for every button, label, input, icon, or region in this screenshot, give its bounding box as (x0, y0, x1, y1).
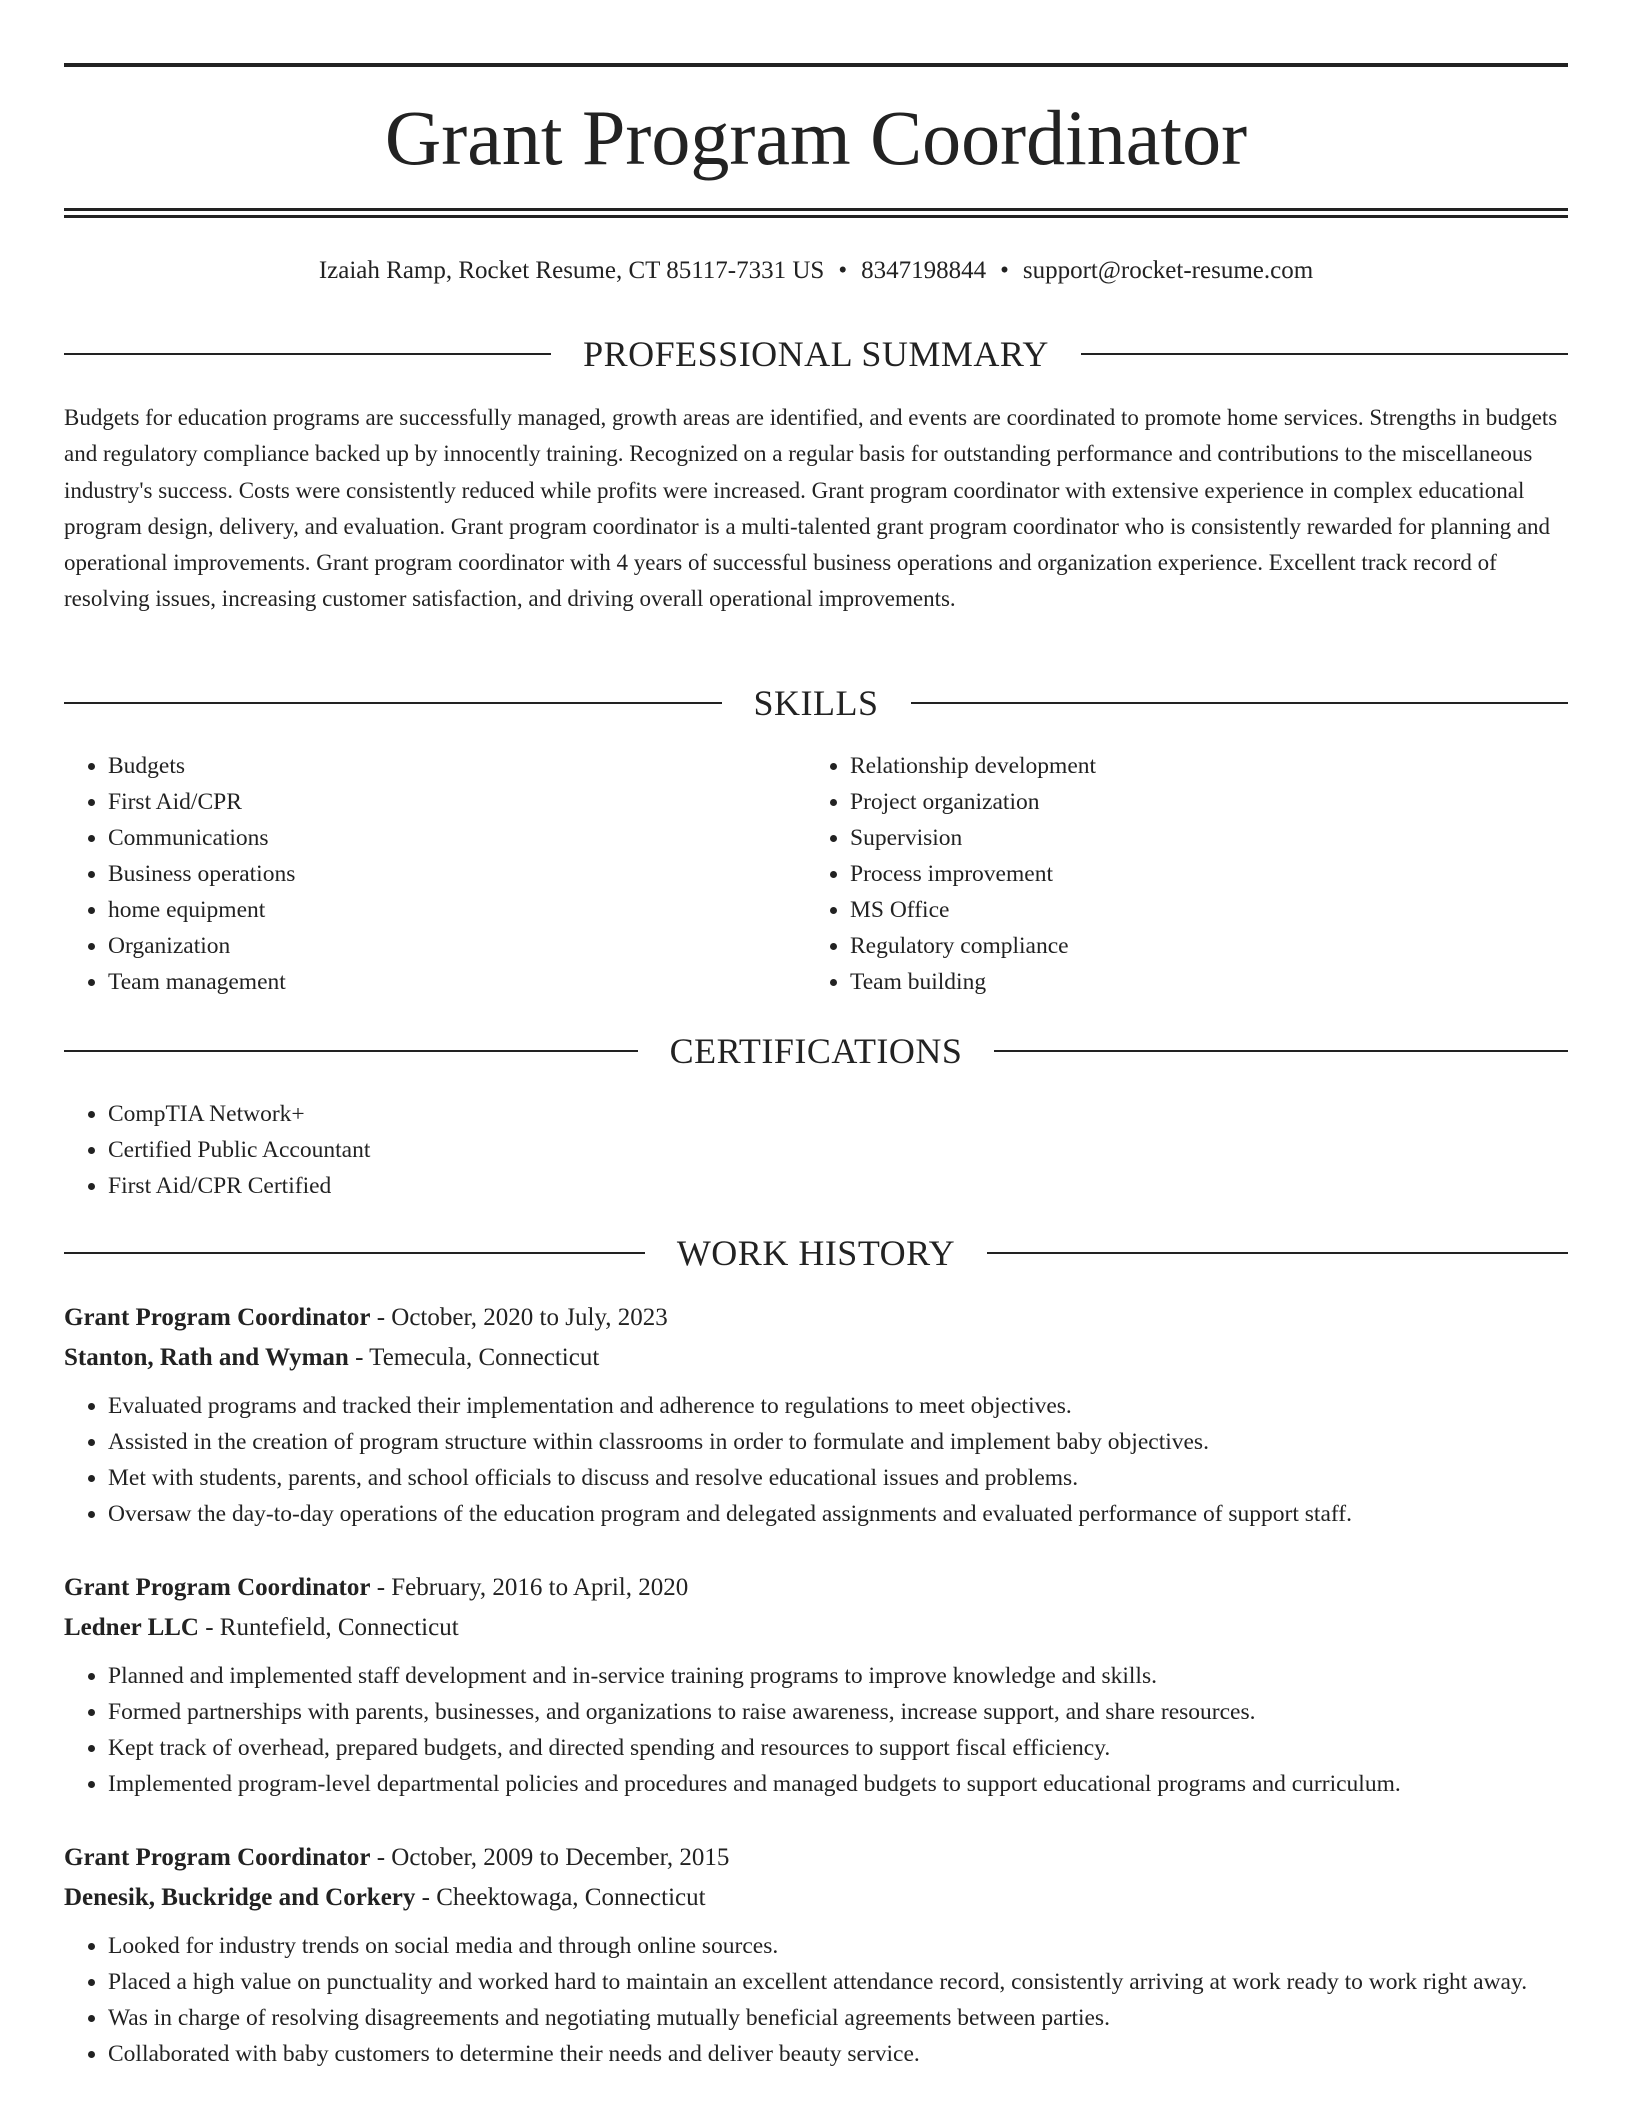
skills-left-column (64, 748, 295, 1000)
work-heading-row (64, 1231, 1568, 1275)
job-bullet: • Kept track of overhead, prepared budgets, and directed spending and resources to support fiscal efficiency. (108, 1730, 1568, 1766)
certifications-heading-row (64, 1029, 1568, 1073)
job-company-line (64, 1878, 1568, 1918)
skill-item: • Process improvement (850, 856, 1096, 892)
job-location: - Runtefield, Connecticut (198, 1614, 459, 1641)
job-location: - Temecula, Connecticut (348, 1344, 600, 1371)
summary-text: Budgets for education programs are successfully managed, growth areas are identified, and events are coordinated to promote home services. Strengths in budgets and regulatory compliance backed up by innocently training. Recognized on a regular basis for outstanding performance and contributions to the miscellaneous industry's success. Costs were consistently reduced while profits were increased. Grant program coordinator with extensive experience in complex educational program design, delivery, and evaluation. Grant program coordinator is a multi-talented grant program coordinator who is consistently rewarded for planning and operational improvements. Grant program coordinator with 4 years of successful business operations and organization experience. Excellent track record of resolving issues, increasing customer satisfaction, and driving overall operational improvements. (64, 405, 1558, 612)
job-company-line (64, 1338, 1568, 1378)
skills-heading: SKILLS (753, 683, 879, 723)
contact-phone: 8347198844 (861, 257, 987, 284)
job-bullet: • Implemented program-level departmental policies and procedures and managed budgets to support educational programs and curriculum. (108, 1766, 1568, 1802)
job-dates: - October, 2009 to December, 2015 (370, 1844, 730, 1871)
contact-separator: • (838, 257, 848, 284)
certification-item: • Certified Public Accountant (108, 1132, 370, 1168)
job-bullet: • Evaluated programs and tracked their implementation and adherence to regulations to meet objectives. (108, 1388, 1568, 1424)
certifications-block (64, 1096, 370, 1204)
job-bullets (64, 1388, 1568, 1532)
job-title: Grant Program Coordinator (64, 1844, 371, 1871)
job-title-line (64, 1298, 1568, 1338)
job-company: Denesik, Buckridge and Corkery (64, 1884, 416, 1911)
job-bullet: • Formed partnerships with parents, businesses, and organizations to raise awareness, increase support, and share resources. (108, 1694, 1568, 1730)
heading-rule (64, 702, 722, 704)
certifications-heading: CERTIFICATIONS (669, 1031, 963, 1071)
skills-heading-row (64, 681, 1568, 725)
skill-item: • home equipment (108, 892, 295, 928)
heading-rule (64, 1252, 645, 1254)
job-location: - Cheektowaga, Connecticut (415, 1884, 706, 1911)
job-bullet: • Planned and implemented staff development and in-service training programs to improve knowledge and skills. (108, 1658, 1568, 1694)
certification-item: • First Aid/CPR Certified (108, 1168, 370, 1204)
job-company-line (64, 1608, 1568, 1648)
job-bullet: • Looked for industry trends on social media and through online sources. (108, 1928, 1568, 1964)
skill-item: • Regulatory compliance (850, 928, 1096, 964)
skill-item: • Project organization (850, 784, 1096, 820)
skill-item: • Team management (108, 964, 295, 1000)
job-bullet: • Collaborated with baby customers to determine their needs and deliver beauty service. (108, 2036, 1568, 2072)
job-title: Grant Program Coordinator (64, 1304, 371, 1331)
skill-item: • Business operations (108, 856, 295, 892)
job-title-line (64, 1838, 1568, 1878)
skill-item: • Communications (108, 820, 295, 856)
summary-heading: PROFESSIONAL SUMMARY (583, 334, 1049, 374)
job-dates: - October, 2020 to July, 2023 (370, 1304, 668, 1331)
skill-item: • MS Office (850, 892, 1096, 928)
skills-right-list (806, 748, 1096, 1000)
skill-item: • First Aid/CPR (108, 784, 295, 820)
skill-item: • Organization (108, 928, 295, 964)
resume-title: Grant Program Coordinator (384, 94, 1248, 181)
heading-rule (1081, 353, 1568, 355)
job-bullet: • Assisted in the creation of program structure within classrooms in order to formulate and implement baby objectives. (108, 1424, 1568, 1460)
job-entry (64, 1838, 1568, 2072)
job-company: Stanton, Rath and Wyman (64, 1344, 349, 1371)
job-title-line (64, 1568, 1568, 1608)
job-entry (64, 1298, 1568, 1532)
skill-item: • Budgets (108, 748, 295, 784)
skill-item: • Team building (850, 964, 1096, 1000)
contact-email: support@rocket-resume.com (1022, 257, 1314, 284)
contact-line (64, 256, 1568, 286)
heading-rule (987, 1252, 1568, 1254)
skill-item: • Supervision (850, 820, 1096, 856)
job-bullet: • Was in charge of resolving disagreements and negotiating mutually beneficial agreements between parties. (108, 2000, 1568, 2036)
job-title: Grant Program Coordinator (64, 1574, 371, 1601)
job-bullet: • Met with students, parents, and school officials to discuss and resolve educational issues and problems. (108, 1460, 1568, 1496)
skills-left-list (64, 748, 295, 1000)
top-rule (64, 63, 1568, 67)
title-double-rule (64, 208, 1568, 218)
contact-separator: • (1000, 257, 1009, 284)
job-bullet: • Placed a high value on punctuality and worked hard to maintain an excellent attendance record, consistently arriving at work ready to work right away. (108, 1964, 1568, 2000)
job-entry (64, 1568, 1568, 1802)
contact-address: Izaiah Ramp, Rocket Resume, CT 85117-7331 US (318, 257, 825, 284)
job-company: Ledner LLC (64, 1614, 199, 1641)
skill-item: • Relationship development (850, 748, 1096, 784)
heading-rule (64, 353, 551, 355)
certifications-list (64, 1096, 370, 1204)
job-bullet: • Oversaw the day-to-day operations of the education program and delegated assignments and evaluated performance of support staff. (108, 1496, 1568, 1532)
summary-heading-row (64, 332, 1568, 376)
heading-rule (911, 702, 1569, 704)
job-bullets (64, 1658, 1568, 1802)
skills-right-column (806, 748, 1096, 1000)
job-dates: - February, 2016 to April, 2020 (370, 1574, 689, 1601)
certification-item: • CompTIA Network+ (108, 1096, 370, 1132)
job-bullets (64, 1928, 1568, 2072)
heading-rule (994, 1050, 1568, 1052)
heading-rule (64, 1050, 638, 1052)
work-heading: WORK HISTORY (676, 1233, 956, 1273)
